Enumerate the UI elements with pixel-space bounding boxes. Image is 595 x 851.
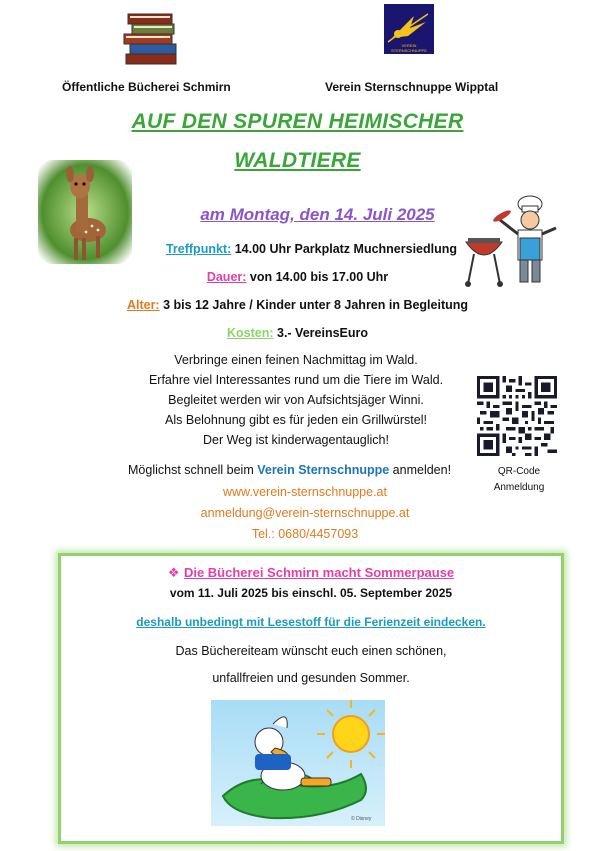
description [100,350,492,450]
diamond-icon: ❖ [167,565,180,580]
library-advice: deshalb unbedingt mit Lesestoff für die Ferienzeit eindecken. [136,615,486,629]
library-dates: vom 11. Juli 2025 bis einschl. 05. September 2025 [169,586,453,600]
signup-text [128,463,451,477]
website-link[interactable]: www.verein-sternschnuppe.at [223,485,387,499]
club-name: Verein Sternschnuppe Wipptal [325,80,499,94]
svg-text:© Disney: © Disney [351,816,372,822]
contacts [150,482,460,545]
description-line: Begleitet werden wir von Aufsichtsjäger Winni. [168,393,424,407]
detail-cost [0,326,595,340]
duration-label: Dauer: [206,270,247,284]
qr-caption-line: QR-Code [497,466,541,477]
detail-age [0,298,595,312]
signup-org: Verein Sternschnuppe [257,463,390,477]
duration-value: von 14.00 bis 17.00 Uhr [246,270,389,284]
cost-label: Kosten: [226,326,274,340]
grill-chef-image [460,192,560,294]
meeting-point-value: 14.00 Uhr Parkplatz Muchnersiedlung [231,242,458,256]
library-heading [61,564,561,582]
signup-prefix: Möglichst schnell beim [128,463,258,477]
signup-suffix: anmelden! [389,463,452,477]
library-heading-text: Die Bücherei Schmirn macht Sommerpause [183,565,455,580]
title-line-2: WALDTIERE [234,149,361,172]
qr-code[interactable] [477,376,557,456]
library-name: Öffentliche Bücherei Schmirn [62,80,231,94]
title-line-1: AUF DEN SPUREN HEIMISCHER [131,110,464,133]
description-line: Erfahre viel Interessantes rund um die Tiere im Wald. [148,373,444,387]
email-link[interactable]: anmeldung@verein-sternschnuppe.at [200,506,410,520]
description-line: Als Belohnung gibt es für jeden ein Grillwürstel! [165,413,427,427]
qr-caption-line: Anmeldung [493,482,545,493]
phone-number[interactable]: Tel.: 0680/4457093 [251,527,359,541]
event-date: am Montag, den 14. Juli 2025 [200,205,435,224]
meeting-point-label: Treffpunkt: [165,242,232,256]
library-wish-line-2: unfallfreien und gesunden Sommer. [212,671,410,685]
library-wish-line-1: Das Büchereiteam wünscht euch einen schönen, [175,644,447,658]
logo-text: VEREIN STERNSCHNUPPE [391,43,427,53]
age-label: Alter: [126,298,160,312]
description-line: Verbringe einen feinen Nachmittag im Wald. [174,353,418,367]
age-value: 3 bis 12 Jahre / Kinder unter 8 Jahren in Begleitung [159,298,469,312]
summer-duck-image [211,700,385,826]
sternschnuppe-logo [384,4,434,54]
qr-caption [480,464,558,496]
books-logo [120,10,184,68]
description-line: Der Weg ist kinderwagentauglich! [203,433,389,447]
cost-value: 3.- VereinsEuro [273,326,368,340]
